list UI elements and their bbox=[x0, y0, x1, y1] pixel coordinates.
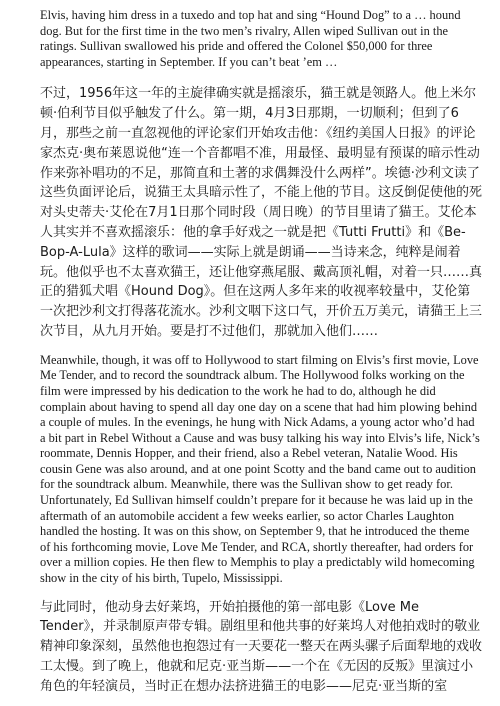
paragraph-english-2: Meanwhile, though, it was off to Hollywood to start filming on Elvis’s first movie, Love Me Tender, and to record the soundtrack album. The Hollywood folks working on the film were impressed by his dedication to the work he had to do, although he did complain about having to spend all day one day on a scene that had him plowing behind a couple of mules. In the evenings, he hung with Nick Adams, a young actor who’d had a bit part in Rebel Without a Cause and was busy talking his way into Elvis’s life, Nick’s roommate, Dennis Hopper, and their friend, also a Rebel veteran, Natalie Wood. His cousin Gene was also around, and at one point Scotty and the band came out to audition for the soundtrack album. Meanwhile, there was the Sullivan show to get ready for. Unfortunately, Ed Sullivan himself couldn’t prepare for it because he was laid up in the aftermath of an automobile accident a few weeks earlier, so actor Charles Laughton handled the hosting. It was on this show, on September 9, that he introduced the theme of his forthcoming movie, Love Me Tender, and RCA, shortly thereafter, had orders for over a million copies. He then flew to Memphis to play a predictably wild homecoming show in the city of his birth, Tupelo, Mississippi. bbox=[40, 352, 480, 586]
paragraph-chinese-2: 与此同时，他动身去好莱坞，开始拍摄他的第一部电影《Love Me Tender》，并录制原声带专辑。剧组里和他共事的好莱坞人对他拍戏时的敬业精神印象深刻，虽然他也抱怨过有一天要花一整天在两头骡子后面犁地的戏收工太慢。到了晚上，他就和尼克·亚当斯——一个在《无因的反叛》里演过小角色的年轻演员，当时正在想办法挤进猫王的电影——尼克·亚当斯的室 bbox=[40, 599, 483, 694]
paragraph-english-1: Elvis, having him dress in a tuxedo and top hat and sing “Hound Dog” to a … hound dog. But for the first time in the two men’s rivalry, Allen wiped Sullivan out in the ratings. Sullivan swallowed his pride and offered the Colonel $50,000 for three appearances, starting in September. If you can’t beat ’em … bbox=[40, 8, 461, 69]
paragraph-chinese-1: 不过，1956年这一年的主旋律确实就是摇滚乐，猫王就是领路人。他上米尔顿·伯利节目似乎触发了什么。第一期，4月3日那期，一切顺利；但到了6月，那些之前一直忽视他的评论家们开始攻击他：《纽约美国人日报》的评论家杰克·奥布莱恩说他“连一个音都唱不准，用最怪、最明显有预谋的暗示性动作来弥补唱功的不足，那简直和土著的求偶舞没什么两样”。埃德·沙利文读了这些负面评论后，说猫王太具暗示性了，不能上他的节目。这反倒促使他的死对头史蒂夫·艾伦在7月1日那个同时段（周日晚）的节目里请了猫王。艾伦本人其实并不喜欢摇滚乐：他的拿手好戏之一就是把《Tutti Frutti》和《Be-Bop-A-Lula》这样的歌词——实际上就是朗诵——当诗来念，纯粹是闹着玩。他似乎也不太喜欢猫王，还让他穿燕尾服、戴高顶礼帽，对着一只……真正的猎狐犬唱《Hound Dog》。但在这两人多年来的收视率较量中，艾伦第一次把沙利文打得落花流水。沙利文咽下这口气，开价五万美元，请猫王上三次节目，从九月开始。要是打不过他们，那就加入他们…… bbox=[40, 86, 483, 339]
